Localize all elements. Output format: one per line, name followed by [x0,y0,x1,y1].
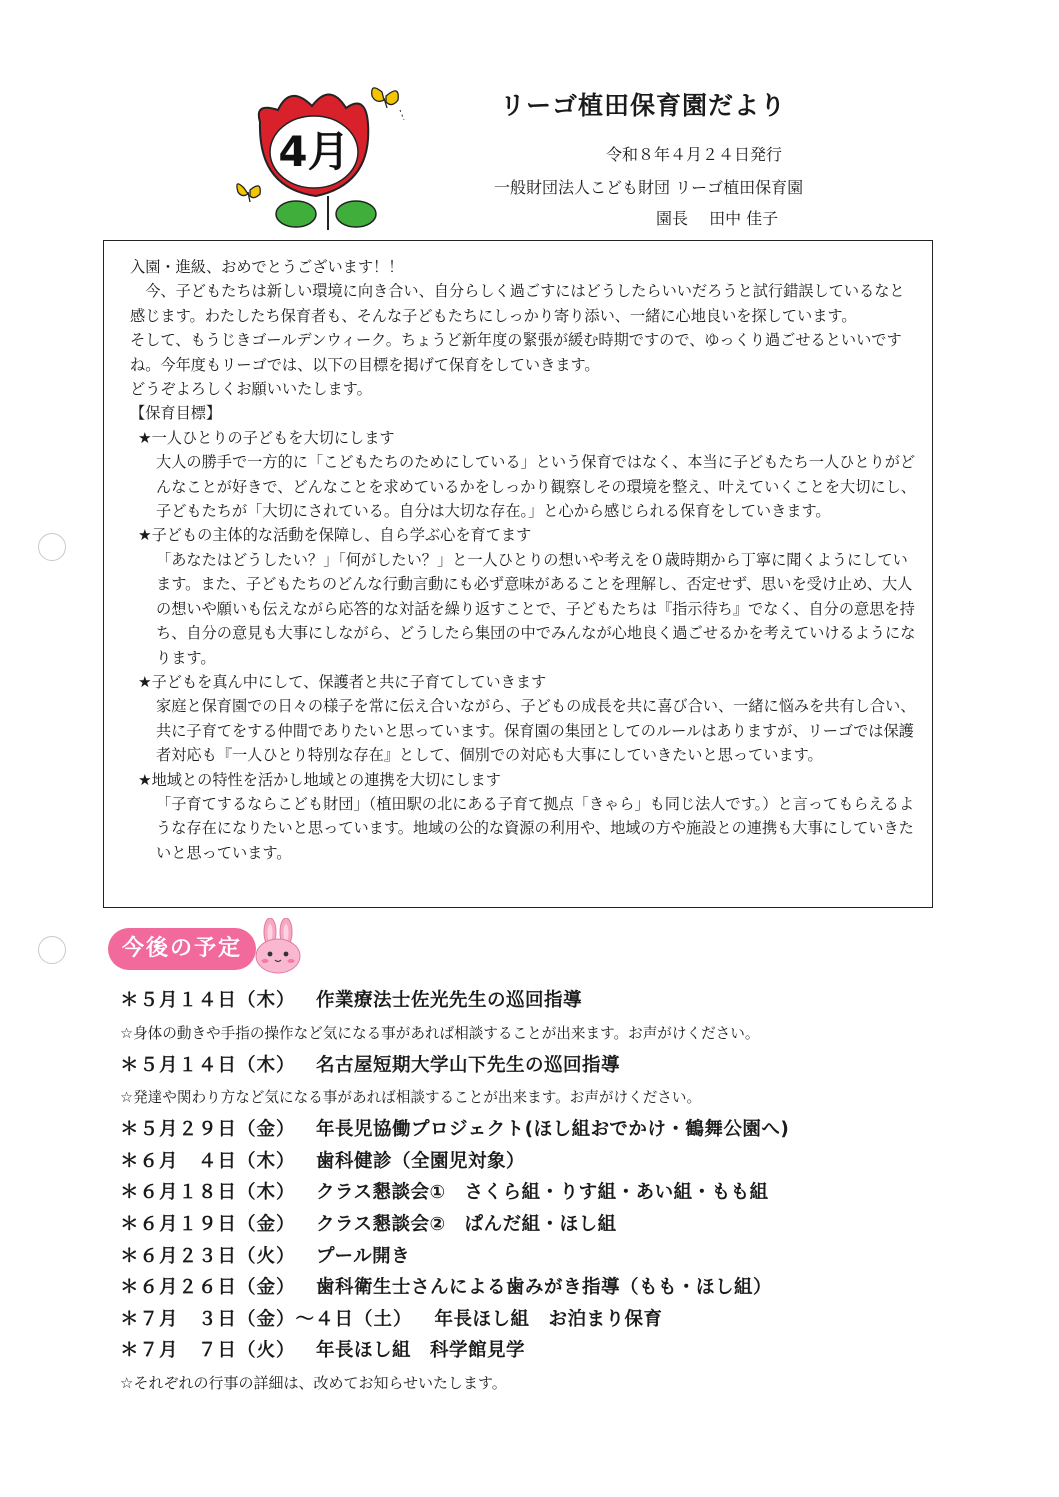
event-title: クラス懇談会② ぱんだ組・ほし組 [316,1213,617,1235]
schedule-list [120,985,960,1399]
goal-title: ★地域との特性を活かし地域との連携を大切にします [138,770,501,789]
event-title: プール開き [316,1245,411,1267]
event-date: ＊５月２９日（金） [120,1119,296,1141]
goal-body: 家庭と保育園での日々の様子を常に伝え合いながら、子どもの成長を共に喜び合い、一緒に悩みを共有し合い、共に子育てをする仲間でありたいと思っています。保育園の集団としてのルールはありますが、リーゴでは保護者対応も『一人ひとり特別な存在』として、個別での対応も大事にしていきたいと思っています。 [156,697,916,765]
butterfly-icon [372,88,399,108]
event-date: ＊５月１４日（木） [120,990,296,1011]
tulip-illustration [232,80,422,240]
event-date: ＊６月１８日（木） [120,1182,296,1204]
event-title: 年長ほし組 科学館見学 [316,1340,526,1362]
goal-body: 「あなたはどうしたい？」「何がしたい？」と一人ひとりの想いや考えを０歳時期から丁寧に聞くようにしています。また、子どもたちのどんな行動言動にも必ず意味があることを理解し、否定せず、思いを受け止め、大人の想いや願いも伝えながら応答的な対話を繰り返すことで、子どもたちは『指示待ち』でなく、自分の意思を持ち、自分の意見も大事にしながら、どうしたら集団の中でみんなが心地良く過ごせるかを考えていけるようになります。 [156,550,916,667]
butterfly-icon [237,184,260,202]
newsletter-title: リーゴ植田保育園だより [500,91,787,120]
schedule-item [120,1335,960,1367]
organization-name: 一般財団法人こども財団 リーゴ植田保育園 [494,178,804,197]
intro-paragraph: どうぞよろしくお願いいたします。 [130,380,372,399]
month-badge: 4月 [278,127,350,176]
event-title: 年長児協働プロジェクト(ほし組おでかけ・鶴舞公園へ) [316,1119,790,1141]
schedule-item [120,985,960,1017]
rabbit-icon [252,918,304,974]
punch-hole-bottom [38,936,66,964]
event-date: ＊７月 ７日（火） [120,1340,296,1362]
schedule-item [120,1146,960,1178]
event-date: ＊６月 ４日（木） [120,1150,296,1172]
goal-title: ★子どもの主体的な活動を保障し、自ら学ぶ心を育てます [138,526,532,545]
event-title: 歯科健診（全園児対象） [316,1150,526,1172]
event-date: ＊６月２６日（金） [120,1277,296,1299]
event-title: 歯科衛生士さんによる歯みがき指導（もも・ほし組） [316,1277,773,1299]
event-title: 年長ほし組 お泊まり保育 [434,1308,663,1330]
director-name: 園長 田中 佳子 [656,209,779,228]
schedule-item [120,1177,960,1209]
schedule-item [120,1114,960,1146]
intro-paragraph: そして、もうじきゴールデンウィーク。ちょうど新年度の緊張が緩む時期ですので、ゆっくり過ごせるといいですね。今年度もリーゴでは、以下の目標を掲げて保育をしていきます。 [130,331,902,374]
event-note: ☆発達や関わり方など気になる事があれば相談することが出来ます。お声がけください。 [120,1089,702,1107]
goal-body: 大人の勝手で一方的に「こどもたちのためにしている」という保育ではなく、本当に子どもたち一人ひとりがどんなことが好きで、どんなことを求めているかをしっかり観察しその環境を整え、叶えていくことを大切にし、子どもたちが「大切にされている。自分は大切な存在。」と心から感じられる保育をしていきます。 [156,453,916,521]
schedule-item [120,1209,960,1241]
schedule-item [120,1272,960,1304]
event-date: ＊７月 ３日（金）～４日（土） [120,1308,413,1330]
goal-title: ★子どもを真ん中にして、保護者と共に子育てしていきます [138,672,547,691]
schedule-item [120,1304,960,1336]
issue-date: 令和８年４月２４日発行 [606,145,783,164]
event-date: ＊６月１９日（金） [120,1213,296,1235]
event-date: ＊５月１４日（木） [120,1054,296,1076]
event-title: 名古屋短期大学山下先生の巡回指導 [316,1054,621,1076]
schedule-heading: 今後の予定 [108,928,256,970]
goal-body: 「子育てするならこども財団」（植田駅の北にある子育て拠点「きゃら」も同じ法人です。）と言ってもらえるような存在になりたいと思っています。地域の公的な資源の利用や、地域の方や施設との連携も大事にしていきたいと思っています。 [156,794,915,862]
event-title: クラス懇談会① さくら組・りす組・あい組・もも組 [316,1182,769,1204]
event-date: ＊６月２３日（火） [120,1245,296,1267]
punch-hole-top [38,533,66,561]
goals-heading: 【保育目標】 [130,404,222,423]
schedule-footer-note: ☆それぞれの行事の詳細は、改めてお知らせいたします。 [120,1373,507,1392]
greeting-message-box [103,240,933,908]
schedule-item [120,1050,960,1082]
intro-paragraph: 今、子どもたちは新しい環境に向き合い、自分らしく過ごすにはどうしたらいいだろうと試行錯誤しているなと感じます。わたしたち保育者も、そんな子どもたちにしっかり寄り添い、一緒に心地良いを探しています。 [130,282,905,325]
goal-title: ★一人ひとりの子どもを大切にします [138,428,395,447]
schedule-item [120,1241,960,1273]
greeting: 入園・進級、おめでとうございます！！ [130,258,404,276]
event-note: ☆身体の動きや手指の操作など気になる事があれば相談することが出来ます。お声がけください。 [120,1024,760,1042]
event-title: 作業療法士佐光先生の巡回指導 [316,990,583,1011]
